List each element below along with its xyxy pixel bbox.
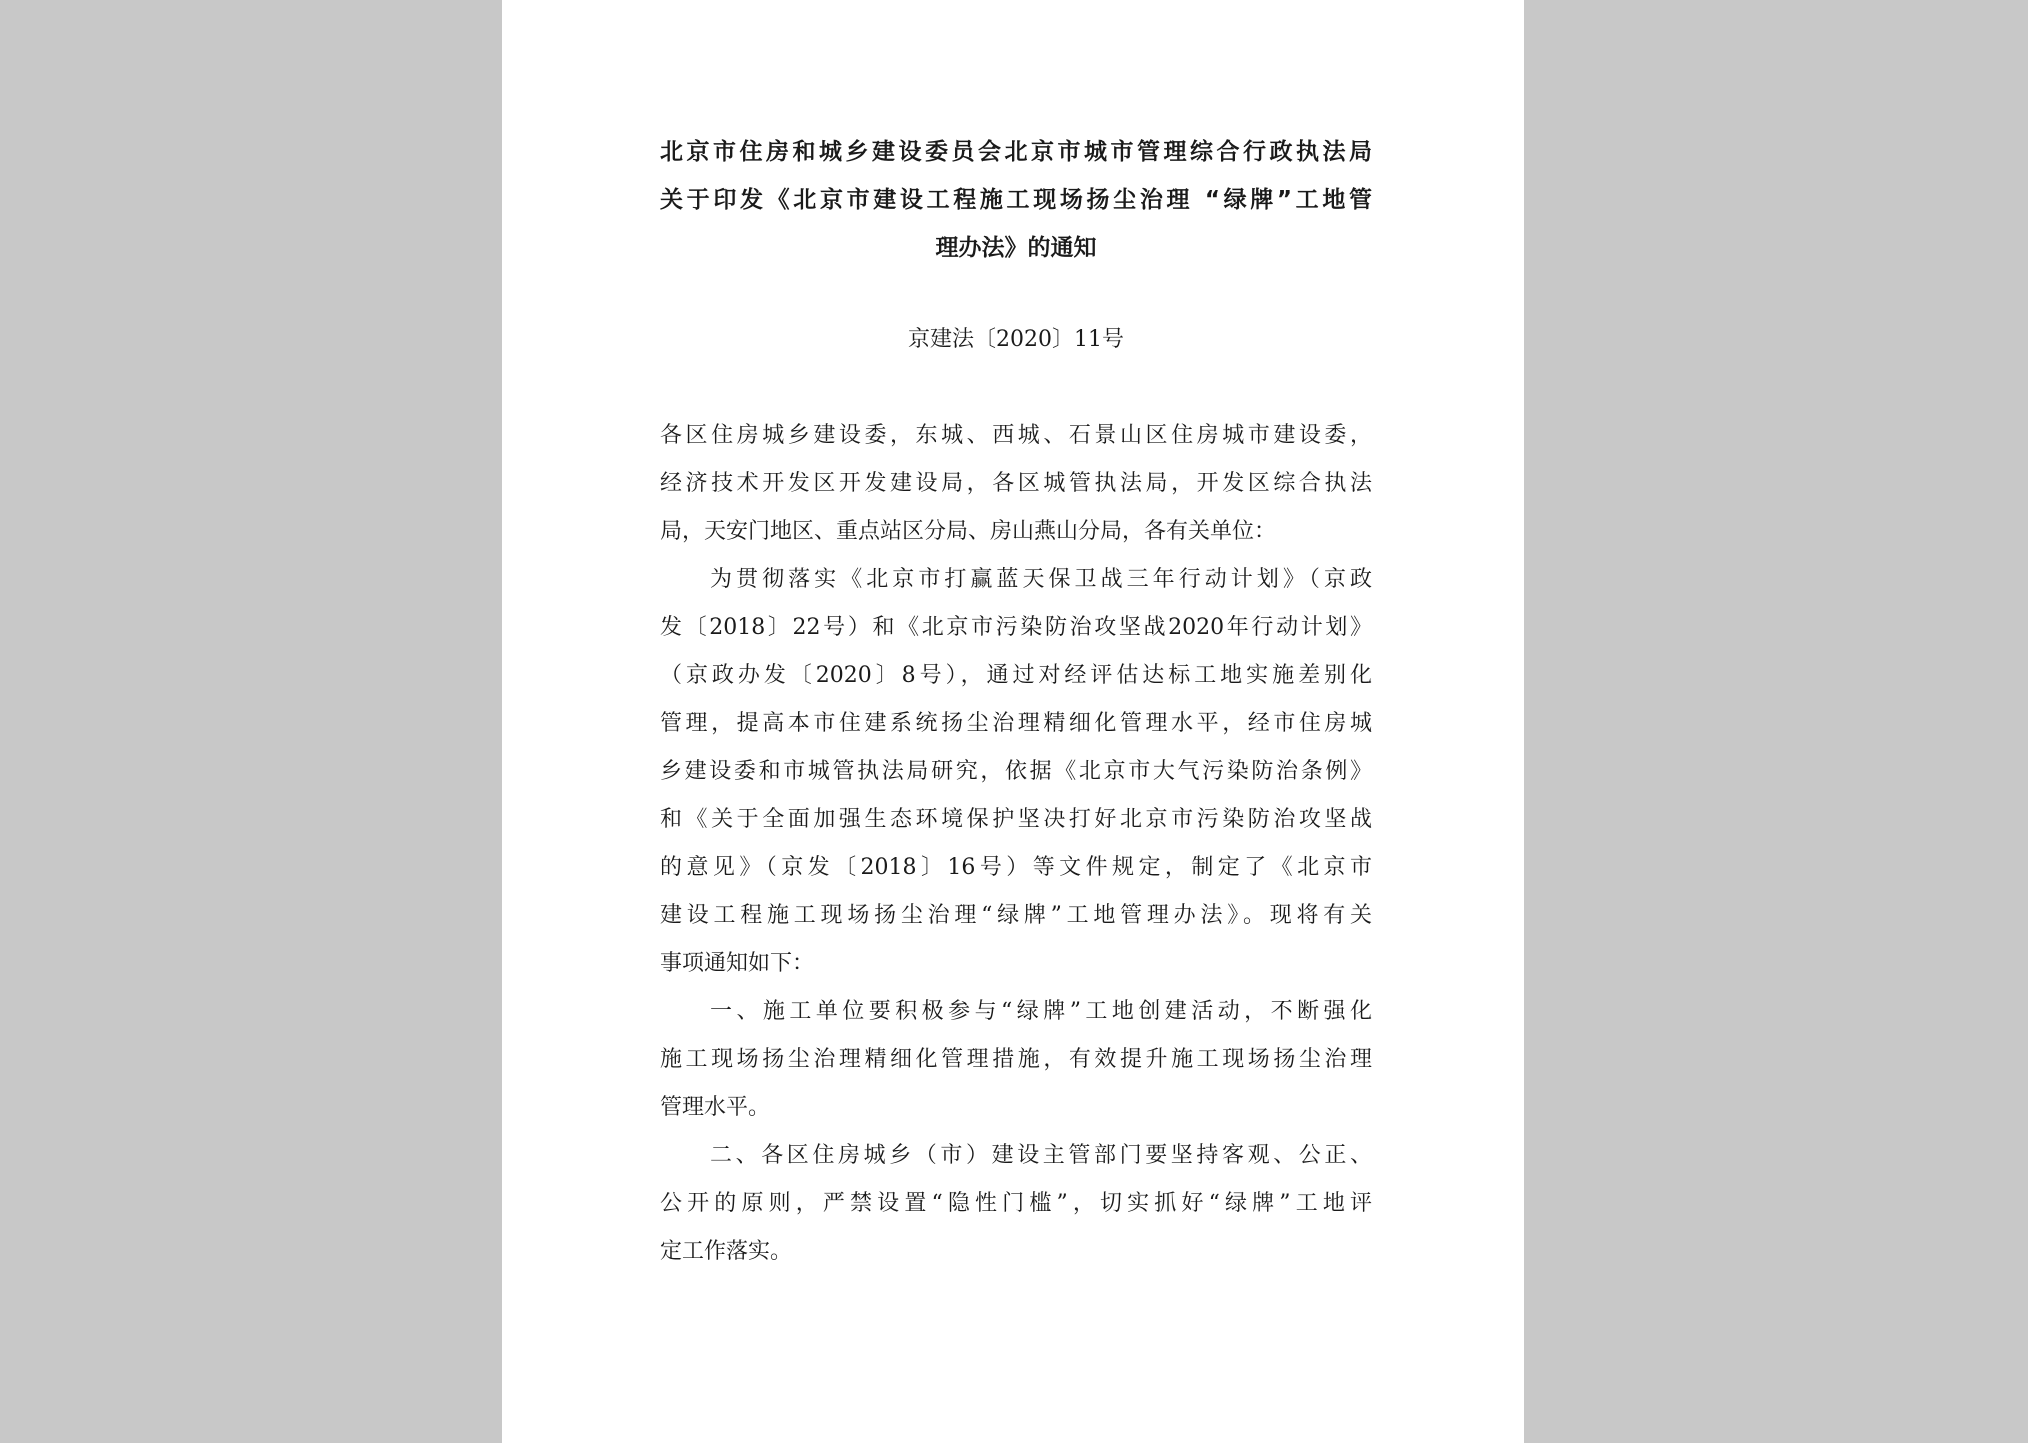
text-line: 定工作落实。 <box>660 1239 793 1264</box>
text-line: 为贯彻落实《北京市打赢蓝天保卫战三年行动计划》（京政 <box>710 567 1372 592</box>
text-line: 公开的原则，严禁设置“隐性门槛”，切实抓好“绿牌”工地评 <box>660 1191 1372 1216</box>
text-line: 各区住房城乡建设委，东城、西城、石景山区住房城市建设委， <box>660 423 1372 448</box>
text-line: 局，天安门地区、重点站区分局、房山燕山分局，各有关单位： <box>660 519 1277 544</box>
text-line: 建设工程施工现场扬尘治理“绿牌”工地管理办法》。现将有关 <box>660 903 1372 928</box>
title-line: 理办法》的通知 <box>935 235 1097 261</box>
text-line: （京政办发〔2020〕8号），通过对经评估达标工地实施差别化 <box>660 663 1372 688</box>
text-line: 管理水平。 <box>660 1095 771 1120</box>
text-line: 施工现场扬尘治理精细化管理措施，有效提升施工现场扬尘治理 <box>660 1047 1372 1072</box>
text-line: 乡建设委和市城管执法局研究，依据《北京市大气污染防治条例》 <box>660 759 1372 784</box>
title-line: 关于印发《北京市建设工程施工现场扬尘治理 “绿牌”工地管 <box>660 187 1372 213</box>
text-line: 和《关于全面加强生态环境保护坚决打好北京市污染防治攻坚战 <box>660 807 1372 832</box>
text-line: 一、施工单位要积极参与“绿牌”工地创建活动，不断强化 <box>710 999 1372 1024</box>
text-line: 管理，提高本市住建系统扬尘治理精细化管理水平，经市住房城 <box>660 711 1372 736</box>
text-line: 发〔2018〕22号）和《北京市污染防治攻坚战2020年行动计划》 <box>660 615 1372 640</box>
addressee-paragraph <box>660 412 1372 556</box>
document-title <box>660 128 1372 272</box>
text-line: 经济技术开发区开发建设局，各区城管执法局，开发区综合执法 <box>660 471 1372 496</box>
body-paragraph-item-1 <box>660 988 1372 1132</box>
document-page <box>502 0 1524 1443</box>
page-content <box>660 128 1372 1276</box>
text-line: 二、各区住房城乡（市）建设主管部门要坚持客观、公正、 <box>710 1143 1372 1168</box>
text-line: 的意见》（京发〔2018〕16号）等文件规定，制定了《北京市 <box>660 855 1372 880</box>
body-paragraph-intro <box>660 556 1372 988</box>
text-line: 事项通知如下： <box>660 951 815 976</box>
title-line: 北京市住房和城乡建设委员会北京市城市管理综合行政执法局 <box>660 139 1372 165</box>
body-paragraph-item-2 <box>660 1132 1372 1276</box>
document-number: 京建法〔2020〕11号 <box>908 327 1124 352</box>
